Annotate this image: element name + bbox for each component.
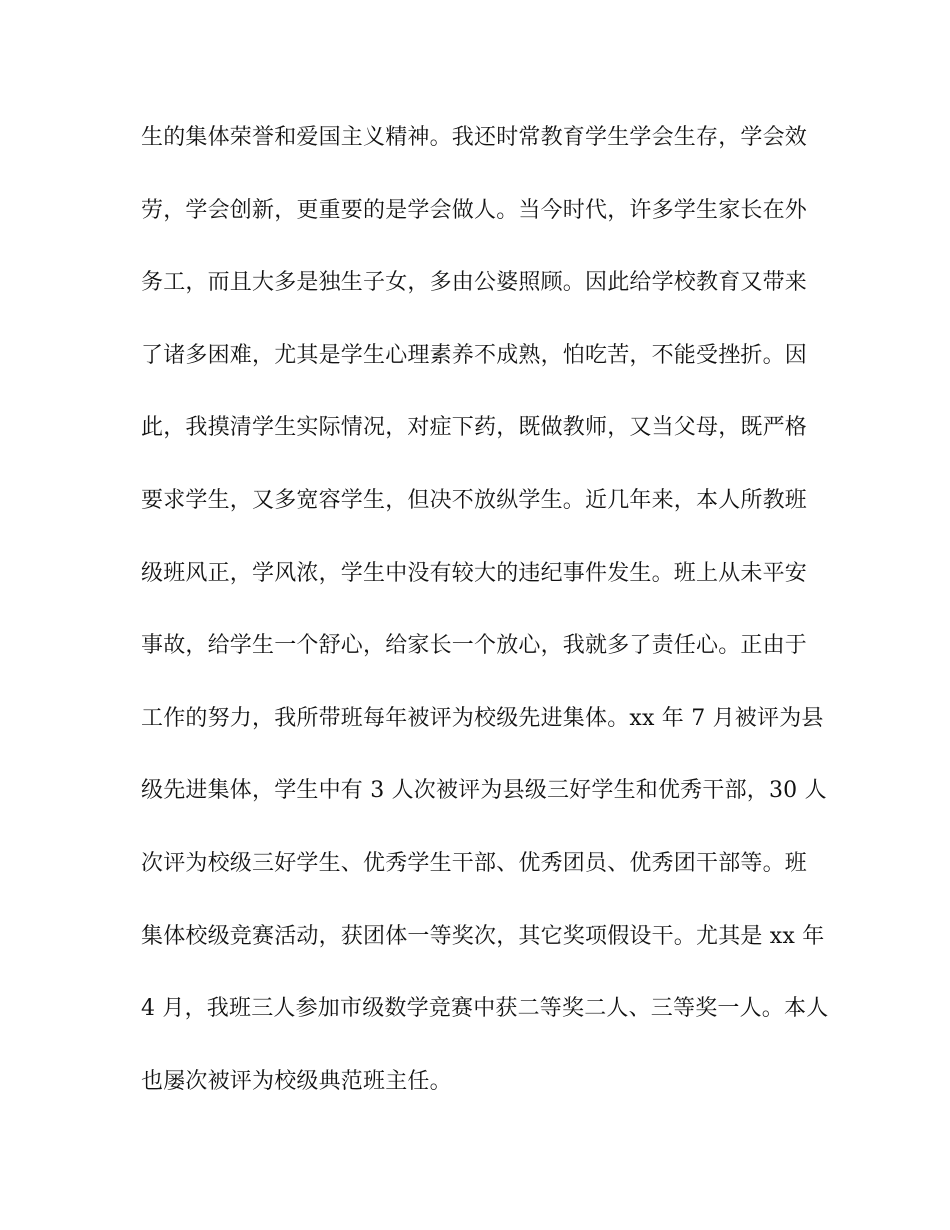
text-line: 4 月，我班三人参加市级数学竞赛中获二等奖二人、三等奖一人。本人 bbox=[141, 996, 829, 1022]
text-line: 也屡次被评为校级典范班主任。 bbox=[141, 1068, 452, 1094]
text-line: 劳，学会创新，更重要的是学会做人。当今时代，许多学生家长在外 bbox=[141, 197, 808, 223]
text-line: 事故，给学生一个舒心，给家长一个放心，我就多了责任心。正由于 bbox=[141, 633, 808, 659]
text-line: 要求学生，又多宽容学生，但决不放纵学生。近几年来，本人所教班 bbox=[141, 487, 808, 513]
text-line: 工作的努力，我所带班每年被评为校级先进集体。xx 年 7 月被评为县 bbox=[141, 705, 824, 731]
text-line: 次评为校级三好学生、优秀学生干部、优秀团员、优秀团干部等。班 bbox=[141, 850, 808, 876]
body-paragraph bbox=[141, 118, 829, 1134]
text-line: 生的集体荣誉和爱国主义精神。我还时常教育学生学会生存，学会效 bbox=[141, 125, 808, 150]
text-line: 级先进集体，学生中有 3 人次被评为县级三好学生和优秀干部，30 人 bbox=[141, 778, 827, 804]
text-line: 集体校级竞赛活动，获团体一等奖次，其它奖项假设干。尤其是 xx 年 bbox=[141, 923, 825, 949]
text-line: 了诸多困难，尤其是学生心理素养不成熟，怕吃苦，不能受挫折。因 bbox=[141, 342, 808, 368]
text-line: 级班风正，学风浓，学生中没有较大的违纪事件发生。班上从未平安 bbox=[141, 560, 808, 586]
text-line: 此，我摸清学生实际情况，对症下药，既做教师，又当父母，既严格 bbox=[141, 415, 808, 441]
text-line: 务工，而且大多是独生子女，多由公婆照顾。因此给学校教育又带来 bbox=[141, 270, 808, 296]
